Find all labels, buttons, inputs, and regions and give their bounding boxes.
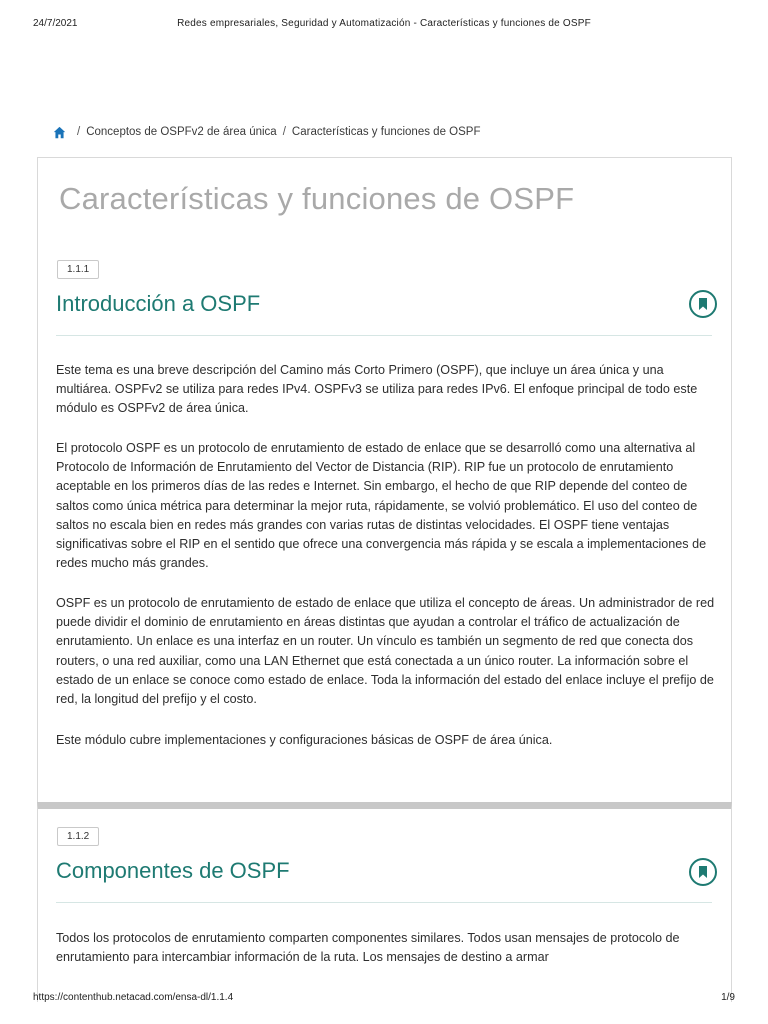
print-date: 24/7/2021 xyxy=(33,18,78,29)
breadcrumb-item-current: Características y funciones de OSPF xyxy=(291,126,481,138)
home-icon[interactable] xyxy=(53,126,66,139)
section-paragraph: El protocolo OSPF es un protocolo de enrutamiento de estado de enlace que se desarrolló como una alternativa al Protocolo de Información de Enrutamiento del Vector de Distancia (RIP). RIP fue un protocolo de enrutamiento aceptable en los primeros días de las redes e Internet. Sin embargo, el hecho de que RIP depende del conteo de saltos como única métrica para determinar la mejor ruta, rápidamente, se volvió problemático. El uso del conteo de saltos no escala bien en redes más grandes con varias rutas de distintas velocidades. El OSPF tiene ventajas significativas sobre el RIP en el sentido que ofrece una convergencia más rápida y se escala a implementaciones de redes mucho más grandes. xyxy=(56,441,707,571)
section-paragraph: Todos los protocolos de enrutamiento comparten componentes similares. Todos usan mensajes de protocolo de enrutamiento para intercambiar información de la ruta. Los mensajes de destino a armar xyxy=(56,931,680,965)
breadcrumb-item-module[interactable]: Conceptos de OSPFv2 de área única xyxy=(86,126,277,138)
breadcrumb-separator: / xyxy=(282,126,286,138)
section-number-badge: 1.1.1 xyxy=(57,260,99,279)
section-paragraph: Este módulo cubre implementaciones y configuraciones básicas de OSPF de área única. xyxy=(56,733,553,747)
page-title: Características y funciones de OSPF xyxy=(59,181,575,216)
section-paragraph: OSPF es un protocolo de enrutamiento de estado de enlace que utiliza el concepto de áreas. Un administrador de red puede dividir el dominio de enrutamiento en áreas distintas que ayudan a controlar el tráfico de actualización de enrutamiento. Un enlace es una interfaz en un router. Un vínculo es también un segmento de red que conecta dos routers, o una red auxiliar, como una LAN Ethernet que está conectada a un único router. La información sobre el estado de un enlace se conoce como estado de enlace. Toda la información del estado del enlace incluye el prefijo de red, la longitud del prefijo y el costo. xyxy=(56,596,715,707)
bookmark-button[interactable] xyxy=(689,858,717,886)
bookmark-button[interactable] xyxy=(689,290,717,318)
section-paragraph: Este tema es una breve descripción del Camino más Corto Primero (OSPF), que incluye un área única y una multiárea. OSPFv2 se utiliza para redes IPv4. OSPFv3 se utiliza para redes IPv6. El enfoque principal de todo este módulo es OSPFv2 de área única. xyxy=(56,363,698,416)
print-url: https://contenthub.netacad.com/ensa-dl/1.1.4 xyxy=(33,992,234,1003)
bookmark-icon xyxy=(698,298,708,310)
section-divider xyxy=(56,335,712,336)
page-counter: 1/9 xyxy=(721,992,735,1003)
section-heading: Introducción a OSPF xyxy=(56,291,261,316)
bookmark-icon xyxy=(698,866,708,878)
breadcrumb-separator: / xyxy=(77,126,81,138)
breadcrumb xyxy=(53,124,480,140)
print-document-title: Redes empresariales, Seguridad y Automatización - Características y funciones de OSPF xyxy=(177,18,591,29)
section-number-badge: 1.1.2 xyxy=(57,827,99,846)
print-header xyxy=(0,18,768,32)
section-divider xyxy=(56,902,712,903)
section-heading: Componentes de OSPF xyxy=(56,858,290,883)
print-footer xyxy=(0,992,768,1006)
